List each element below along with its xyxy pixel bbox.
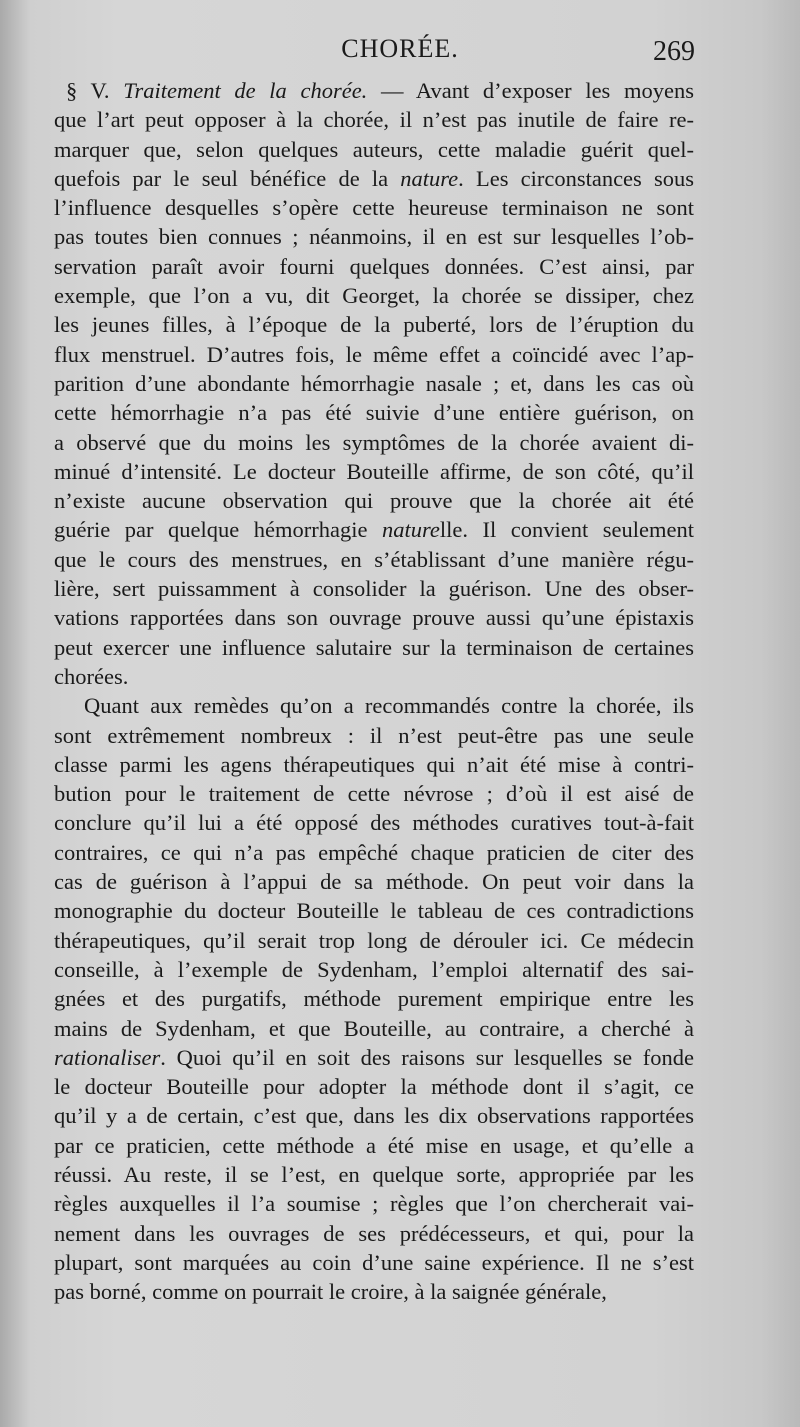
section-title: Traitement de la chorée. <box>123 78 368 103</box>
text-line: vations rapportées dans son ouvrage prouve aussi qu’une épistaxis <box>54 605 694 631</box>
text-line: que l’art peut opposer à la chorée, il n’est pas inutile de faire re- <box>54 107 694 133</box>
text-line: par ce praticien, cette méthode a été mise en usage, et qu’elle a <box>54 1132 694 1158</box>
text-line: pas borné, comme on pourrait le croire, à la saignée générale, <box>54 1279 607 1305</box>
text-line: réussi. Au reste, il se l’est, en quelque sorte, appropriée par les <box>54 1161 694 1187</box>
text-line: nement dans les ouvrages de ses prédécesseurs, et qui, pour la <box>54 1220 694 1246</box>
text-line: l’influence desquelles s’opère cette heureuse terminaison ne sont <box>54 195 694 221</box>
text-line: rationaliser. Quoi qu’il en soit des raisons sur lesquelles se fonde <box>54 1044 694 1070</box>
text-line: mains de Sydenham, et que Bouteille, au contraire, a cherché à <box>54 1015 694 1041</box>
text-line: pas toutes bien connues ; néanmoins, il en est sur lesquelles l’ob- <box>54 224 694 250</box>
text-line <box>54 76 694 105</box>
text-line: gnées et des purgatifs, méthode purement empirique entre les <box>54 986 694 1012</box>
text-line: le docteur Bouteille pour adopter la méthode dont il s’agit, ce <box>54 1074 694 1100</box>
text-line: qu’il y a de certain, c’est que, dans les dix observations rapportées <box>54 1103 694 1129</box>
text-line: flux menstruel. D’autres fois, le même effet a coïncidé avec l’ap- <box>54 341 694 367</box>
paragraph <box>54 691 694 1306</box>
text-line: sont extrêmement nombreux : il n’est peut-être pas une seule <box>54 722 694 748</box>
page-number: 269 <box>653 36 695 67</box>
text-line: cette hémorrhagie n’a pas été suivie d’une entière guérison, on <box>54 400 694 426</box>
italic-word: nature <box>381 517 440 543</box>
text-line: classe parmi les agens thérapeutiques qui n’ait été mise à contri- <box>54 751 694 777</box>
text-line: chorées. <box>54 663 129 689</box>
section-mark: § V. <box>66 78 124 103</box>
text-line: plupart, sont marquées au coin d’une saine expérience. Il ne s’est <box>54 1249 694 1275</box>
text-line: cas de guérison à l’appui de sa méthode. On peut voir dans la <box>54 869 694 895</box>
text-line: monographie du docteur Bouteille le tableau de ces contradictions <box>54 898 694 924</box>
text-line: que le cours des menstrues, en s’établissant d’une manière régu- <box>54 546 694 572</box>
text-line: les jeunes filles, à l’époque de la puberté, lors de l’éruption du <box>54 312 694 338</box>
text-line: a observé que du moins les symptômes de la chorée avaient di- <box>54 429 694 455</box>
text-line: conclure qu’il lui a été opposé des méthodes curatives tout-à-fait <box>54 810 694 836</box>
text-line: marquer que, selon quelques auteurs, cette maladie guérit quel- <box>54 136 694 162</box>
page-body <box>54 76 694 1306</box>
text-line: conseille, à l’exemple de Sydenham, l’emploi alternatif des sai- <box>54 956 694 982</box>
text-line: servation paraît avoir fourni quelques données. C’est ainsi, par <box>54 253 694 279</box>
text-line: contraires, ce qui n’a pas empêché chaque praticien de citer des <box>54 839 694 865</box>
text-line: Quant aux remèdes qu’on a recommandés contre la chorée, ils <box>84 693 694 719</box>
text-line: parition d’une abondante hémorrhagie nasale ; et, dans les cas où <box>54 370 694 396</box>
text-line: thérapeutiques, qu’il serait trop long de dérouler ici. Ce médecin <box>54 927 694 953</box>
text-line: guérie par quelque hémorrhagie naturelle. Il convient seulement <box>54 517 694 543</box>
italic-word: nature <box>400 165 459 191</box>
paragraph <box>54 76 694 691</box>
text-line: n’existe aucune observation qui prouve que la chorée ait été <box>54 488 694 514</box>
text-line: minué d’intensité. Le docteur Bouteille affirme, de son côté, qu’il <box>54 458 694 484</box>
running-head: CHORÉE. <box>341 34 459 63</box>
text-line: peut exercer une influence salutaire sur la terminaison de certaines <box>54 634 694 660</box>
text-line: règles auxquelles il l’a soumise ; règles que l’on chercherait vai- <box>54 1191 694 1217</box>
page-header <box>0 34 800 74</box>
italic-word: rationaliser <box>54 1044 161 1070</box>
text-line: quefois par le seul bénéfice de la nature. Les circonstances sous <box>54 165 694 191</box>
text-line: lière, sert puissamment à consolider la guérison. Une des obser- <box>54 576 694 602</box>
text-line: exemple, que l’on a vu, dit Georget, la chorée se dissiper, chez <box>54 283 694 309</box>
text-line: bution pour le traitement de cette névrose ; d’où il est aisé de <box>54 781 694 807</box>
line-text: — Avant d’exposer les moyens <box>367 78 694 103</box>
